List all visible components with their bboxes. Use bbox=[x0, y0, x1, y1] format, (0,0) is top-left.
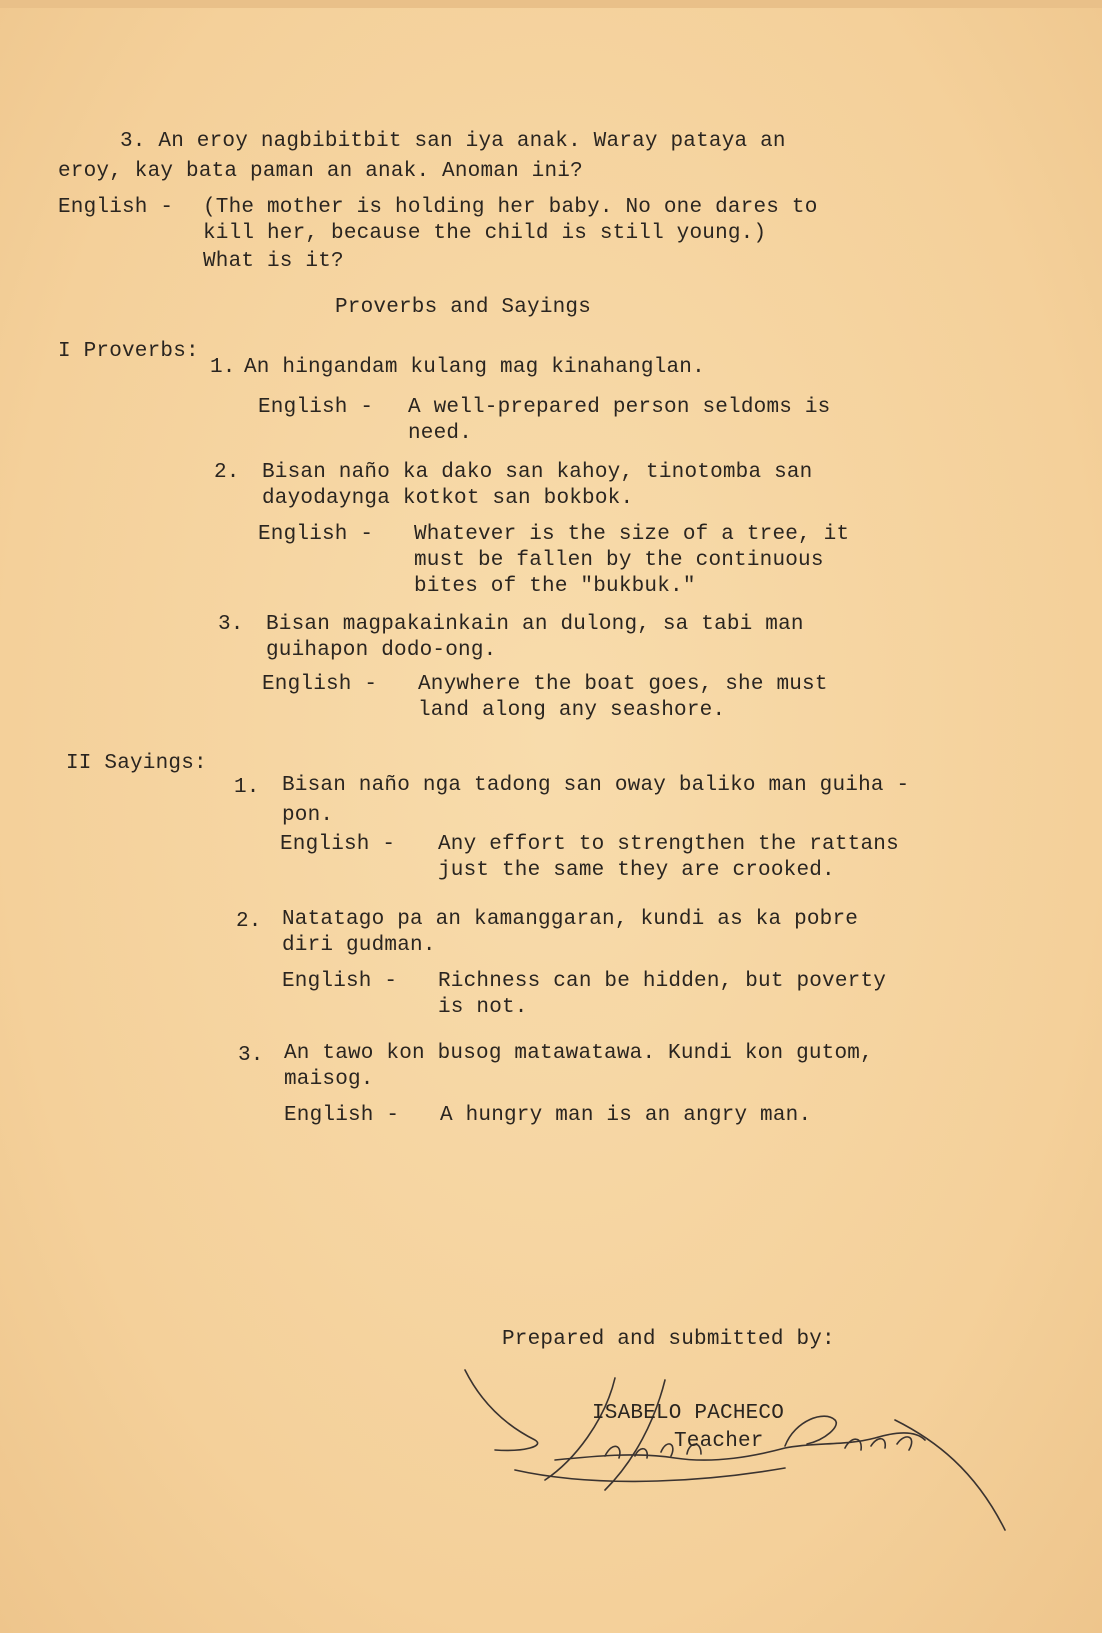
proverb-1-english-line-1: A well-prepared person seldoms is bbox=[408, 396, 831, 419]
saying-2-text-1: Natatago pa an kamanggaran, kundi as ka pobre bbox=[282, 908, 859, 931]
riddle-english-line-2: kill her, because the child is still young.) bbox=[203, 222, 767, 245]
saying-1-text-2: pon. bbox=[282, 804, 334, 827]
proverb-1-number: 1. bbox=[210, 356, 236, 379]
proverb-3-english-line-2: land along any seashore. bbox=[418, 699, 726, 722]
saying-2-english-line-1: Richness can be hidden, but poverty bbox=[438, 970, 887, 993]
section-title: Proverbs and Sayings bbox=[335, 296, 592, 319]
proverb-3-english-label: English - bbox=[262, 673, 378, 696]
proverb-2-english-label: English - bbox=[258, 523, 374, 546]
proverb-1-english-label: English - bbox=[258, 396, 374, 419]
proverb-3-text-2: guihapon dodo-ong. bbox=[266, 639, 497, 662]
proverb-2-text-2: dayodaynga kotkot san bokbok. bbox=[262, 487, 634, 510]
saying-1-number: 1. bbox=[234, 776, 260, 799]
saying-3-number: 3. bbox=[238, 1044, 264, 1067]
riddle-line-1: 3. An eroy nagbibitbit san iya anak. Waray pataya an bbox=[120, 130, 786, 153]
saying-1-english-label: English - bbox=[280, 833, 396, 856]
teacher-title: Teacher bbox=[674, 1430, 764, 1453]
riddle-english-line-1: (The mother is holding her baby. No one dares to bbox=[203, 196, 818, 219]
proverb-2-number: 2. bbox=[214, 461, 240, 484]
saying-3-english-label: English - bbox=[284, 1104, 400, 1127]
proverb-1-english-line-2: need. bbox=[408, 422, 473, 445]
prepared-by-label: Prepared and submitted by: bbox=[502, 1328, 835, 1351]
page-fold bbox=[0, 0, 1102, 8]
proverb-3-text-1: Bisan magpakainkain an dulong, sa tabi man bbox=[266, 613, 804, 636]
saying-2-english-label: English - bbox=[282, 970, 398, 993]
riddle-english-label: English - bbox=[58, 196, 174, 219]
riddle-line-2: eroy, kay bata paman an anak. Anoman ini? bbox=[58, 160, 583, 183]
proverb-2-english-line-3: bites of the "bukbuk." bbox=[414, 575, 696, 598]
saying-2-text-2: diri gudman. bbox=[282, 934, 436, 957]
proverb-1-text: An hingandam kulang mag kinahanglan. bbox=[244, 356, 705, 379]
teacher-name: ISABELO PACHECO bbox=[592, 1402, 785, 1425]
saying-1-english-line-2: just the same they are crooked. bbox=[438, 859, 835, 882]
saying-2-number: 2. bbox=[236, 910, 262, 933]
saying-3-english-line-1: A hungry man is an angry man. bbox=[440, 1104, 812, 1127]
proverb-2-text-1: Bisan naño ka dako san kahoy, tinotomba san bbox=[262, 461, 813, 484]
proverb-2-english-line-2: must be fallen by the continuous bbox=[414, 549, 824, 572]
saying-1-text-1: Bisan naño nga tadong san oway baliko man guiha - bbox=[282, 774, 910, 797]
saying-3-text-2: maisog. bbox=[284, 1068, 374, 1091]
saying-3-text-1: An tawo kon busog matawatawa. Kundi kon gutom, bbox=[284, 1042, 873, 1065]
saying-2-english-line-2: is not. bbox=[438, 996, 528, 1019]
proverbs-heading: I Proverbs: bbox=[58, 340, 199, 363]
sayings-heading: II Sayings: bbox=[66, 752, 207, 775]
riddle-english-line-3: What is it? bbox=[203, 250, 344, 273]
proverb-2-english-line-1: Whatever is the size of a tree, it bbox=[414, 523, 850, 546]
proverb-3-english-line-1: Anywhere the boat goes, she must bbox=[418, 673, 828, 696]
proverb-3-number: 3. bbox=[218, 613, 244, 636]
saying-1-english-line-1: Any effort to strengthen the rattans bbox=[438, 833, 899, 856]
